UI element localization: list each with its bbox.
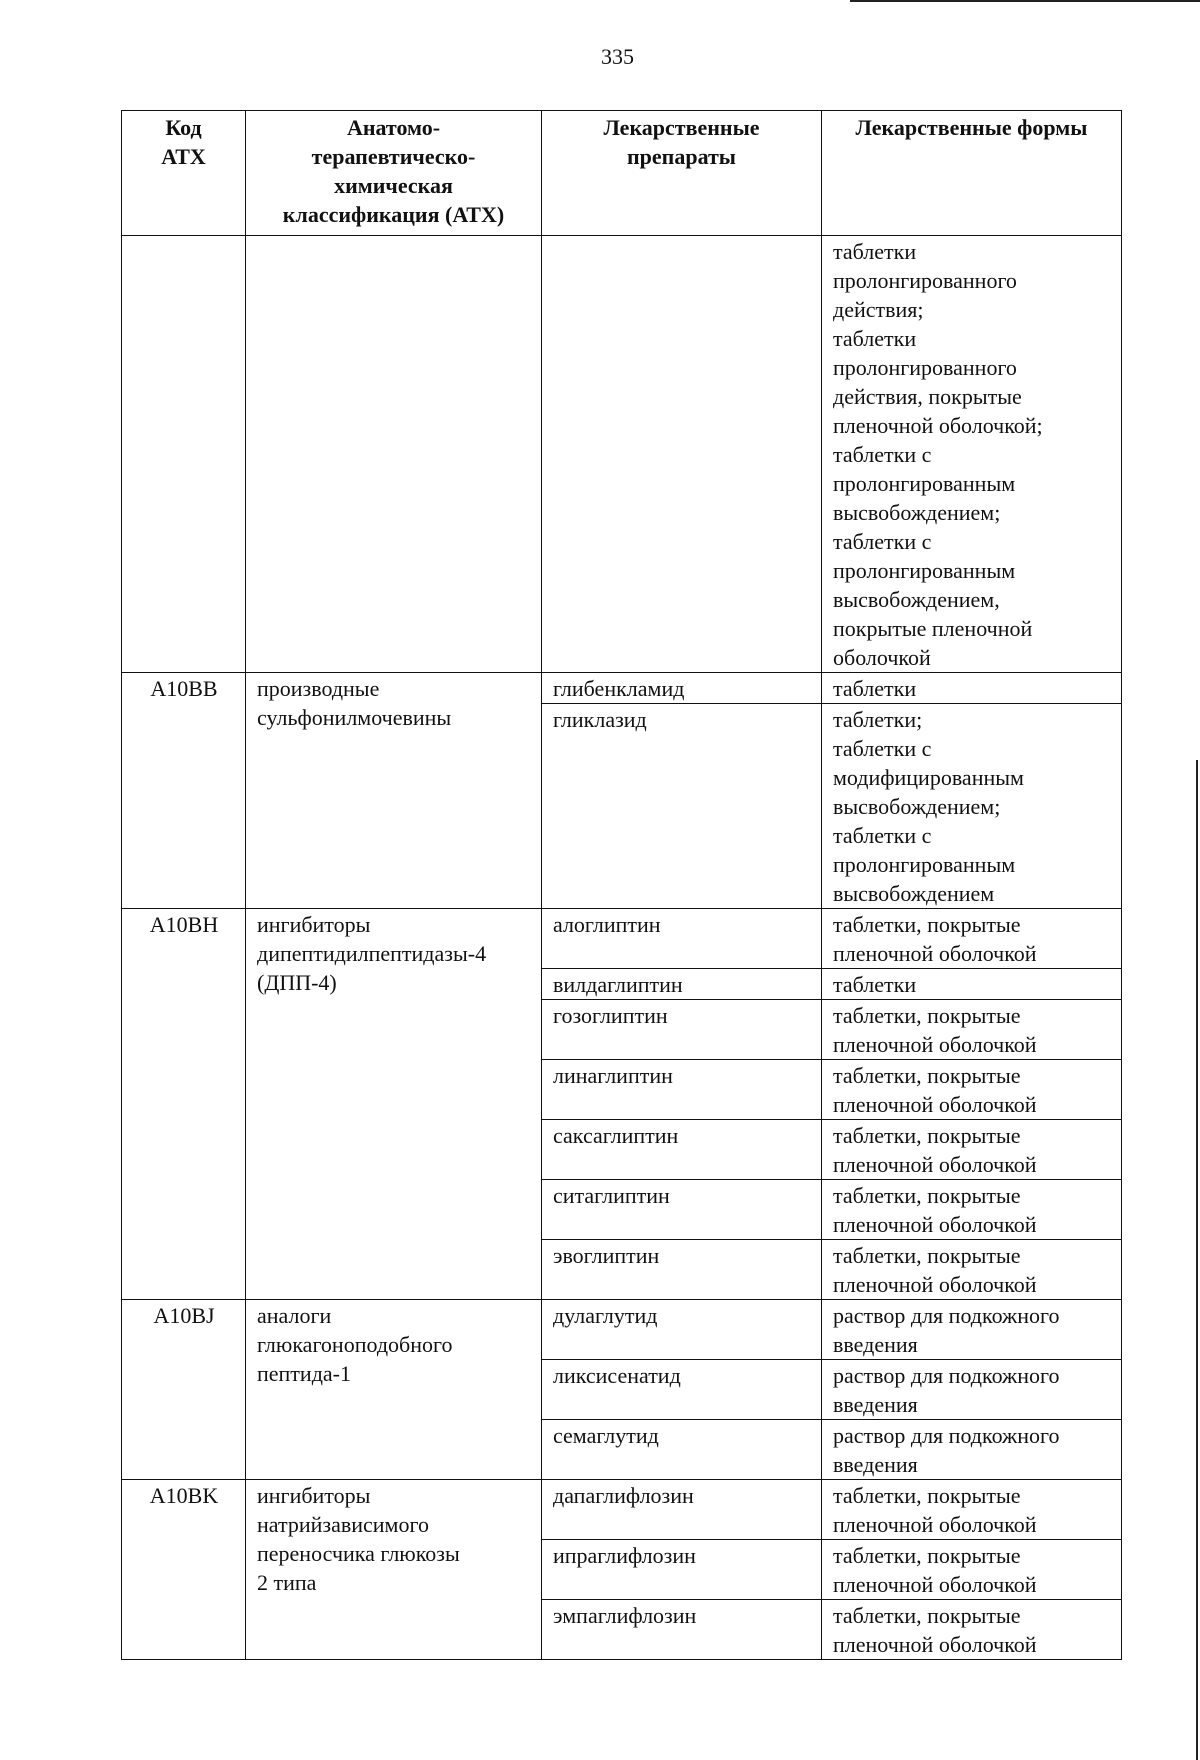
text-line: Лекарственные — [603, 115, 760, 140]
table-row-a10bj — [122, 1300, 1122, 1360]
text-line: ингибиторы — [257, 912, 371, 937]
cell-code: A10BB — [122, 673, 246, 909]
cell-forms — [822, 969, 1122, 1000]
header-row — [122, 111, 1122, 236]
scan-edge-top — [850, 0, 1200, 2]
text-line: таблетки, покрытые — [833, 1543, 1021, 1568]
text-line: пленочной оболочкой; — [833, 413, 1043, 438]
cell-forms — [822, 1480, 1122, 1540]
cell-forms — [822, 673, 1122, 704]
text-line: введения — [833, 1332, 918, 1357]
text-line: высвобождением — [833, 881, 995, 906]
text-line: таблетки, покрытые — [833, 1003, 1021, 1028]
text-line: таблетки — [833, 676, 917, 701]
header-dosage-forms — [822, 111, 1122, 236]
text-line: таблетки — [833, 239, 917, 264]
text-line: таблетки с — [833, 442, 932, 467]
text-line: переносчика глюкозы — [257, 1541, 460, 1566]
text-line: пленочной оболочкой — [833, 1092, 1037, 1117]
cell-code: A10BH — [122, 909, 246, 1300]
text-line: аналоги — [257, 1303, 332, 1328]
text-line: модифицированным — [833, 765, 1024, 790]
text-line: введения — [833, 1392, 918, 1417]
cell-forms — [822, 1300, 1122, 1360]
text-line: пролонгированного — [833, 268, 1017, 293]
cell-forms — [822, 1540, 1122, 1600]
text-line: пленочной оболочкой — [833, 1632, 1037, 1657]
header-atx-classification — [246, 111, 542, 236]
cell-drug: глибенкламид — [542, 673, 822, 704]
cell-drug: дулаглутид — [542, 1300, 822, 1360]
text-line: таблетки, покрытые — [833, 1183, 1021, 1208]
cell-class — [246, 909, 542, 1300]
cell-drug: вилдаглиптин — [542, 969, 822, 1000]
text-line: пленочной оболочкой — [833, 1272, 1037, 1297]
atx-table — [121, 110, 1122, 1660]
text-line: введения — [833, 1452, 918, 1477]
cell-drug: саксаглиптин — [542, 1120, 822, 1180]
cell-drug: гозоглиптин — [542, 1000, 822, 1060]
text-line: высвобождением; — [833, 794, 1001, 819]
table-row-a10bk — [122, 1480, 1122, 1540]
cell-forms — [822, 1000, 1122, 1060]
table-row-a10bh — [122, 909, 1122, 969]
text-line: таблетки, покрытые — [833, 1243, 1021, 1268]
cell-forms — [822, 1360, 1122, 1420]
cell-class — [246, 673, 542, 909]
text-line: Анатомо- — [346, 115, 441, 140]
cell-forms — [822, 1600, 1122, 1660]
cell-class — [246, 1480, 542, 1660]
cell-class-empty — [246, 236, 542, 673]
text-line: (ДПП-4) — [257, 970, 337, 995]
text-line: терапевтическо- — [311, 144, 476, 169]
text-line: оболочкой — [833, 645, 931, 670]
cell-forms — [822, 1060, 1122, 1120]
table-row-a10bb — [122, 673, 1122, 704]
cell-forms — [822, 236, 1122, 673]
scan-edge-right — [1196, 760, 1198, 1760]
text-line: глюкагоноподобного — [257, 1332, 453, 1357]
cell-code: A10BJ — [122, 1300, 246, 1480]
cell-forms — [822, 1120, 1122, 1180]
text-line: пролонгированного — [833, 355, 1017, 380]
cell-drug: ликсисенатид — [542, 1360, 822, 1420]
text-line: ингибиторы — [257, 1483, 371, 1508]
text-line: пролонгированным — [833, 558, 1016, 583]
text-line: пролонгированным — [833, 471, 1016, 496]
text-line: таблетки с — [833, 736, 932, 761]
header-code — [122, 111, 246, 236]
text-line: таблетки, покрытые — [833, 1603, 1021, 1628]
text-line: таблетки с — [833, 529, 932, 554]
text-line: пленочной оболочкой — [833, 1212, 1037, 1237]
text-line: высвобождением; — [833, 500, 1001, 525]
text-line: пленочной оболочкой — [833, 1572, 1037, 1597]
cell-drug: алоглиптин — [542, 909, 822, 969]
text-line: таблетки, покрытые — [833, 912, 1021, 937]
text-line: дипептидилпептидазы-4 — [257, 941, 487, 966]
text-line: таблетки — [833, 972, 917, 997]
cell-drug: гликлазид — [542, 704, 822, 909]
cell-drug: ситаглиптин — [542, 1180, 822, 1240]
text-line: препараты — [626, 144, 736, 169]
text-line: Лекарственные формы — [855, 115, 1088, 140]
text-line: пленочной оболочкой — [833, 1512, 1037, 1537]
text-line: пленочной оболочкой — [833, 941, 1037, 966]
text-line: таблетки, покрытые — [833, 1123, 1021, 1148]
text-line: АТХ — [161, 144, 206, 169]
text-line: натрийзависимого — [257, 1512, 429, 1537]
page-number: 335 — [601, 44, 634, 69]
text-line: пленочной оболочкой — [833, 1032, 1037, 1057]
cell-forms — [822, 1180, 1122, 1240]
table-row-continuation — [122, 236, 1122, 673]
cell-drug: линаглиптин — [542, 1060, 822, 1120]
cell-drug: ипраглифлозин — [542, 1540, 822, 1600]
text-line: классификация (АТХ) — [282, 202, 505, 227]
text-line: пролонгированным — [833, 852, 1016, 877]
text-line: таблетки, покрытые — [833, 1483, 1021, 1508]
cell-class — [246, 1300, 542, 1480]
text-line: раствор для подкожного — [833, 1303, 1060, 1328]
cell-forms — [822, 704, 1122, 909]
cell-code-empty — [122, 236, 246, 673]
text-line: высвобождением, — [833, 587, 1000, 612]
cell-drug: эвоглиптин — [542, 1240, 822, 1300]
text-line: 2 типа — [257, 1570, 317, 1595]
cell-drug: эмпаглифлозин — [542, 1600, 822, 1660]
text-line: пленочной оболочкой — [833, 1152, 1037, 1177]
text-line: таблетки — [833, 326, 917, 351]
cell-drug: дапаглифлозин — [542, 1480, 822, 1540]
text-line: действия, покрытые — [833, 384, 1022, 409]
header-drugs — [542, 111, 822, 236]
cell-code: A10BK — [122, 1480, 246, 1660]
text-line: раствор для подкожного — [833, 1423, 1060, 1448]
text-line: пептида-1 — [257, 1361, 351, 1386]
text-line: таблетки, покрытые — [833, 1063, 1021, 1088]
text-line: производные — [257, 676, 380, 701]
cell-forms — [822, 909, 1122, 969]
text-line: химическая — [334, 173, 453, 198]
cell-forms — [822, 1420, 1122, 1480]
text-line: раствор для подкожного — [833, 1363, 1060, 1388]
text-line: Код — [165, 115, 202, 140]
cell-drug-empty — [542, 236, 822, 673]
text-line: таблетки с — [833, 823, 932, 848]
text-line: покрытые пленочной — [833, 616, 1033, 641]
text-line: сульфонилмочевины — [257, 705, 452, 730]
text-line: действия; — [833, 297, 924, 322]
cell-forms — [822, 1240, 1122, 1300]
text-line: таблетки; — [833, 707, 923, 732]
cell-drug: семаглутид — [542, 1420, 822, 1480]
